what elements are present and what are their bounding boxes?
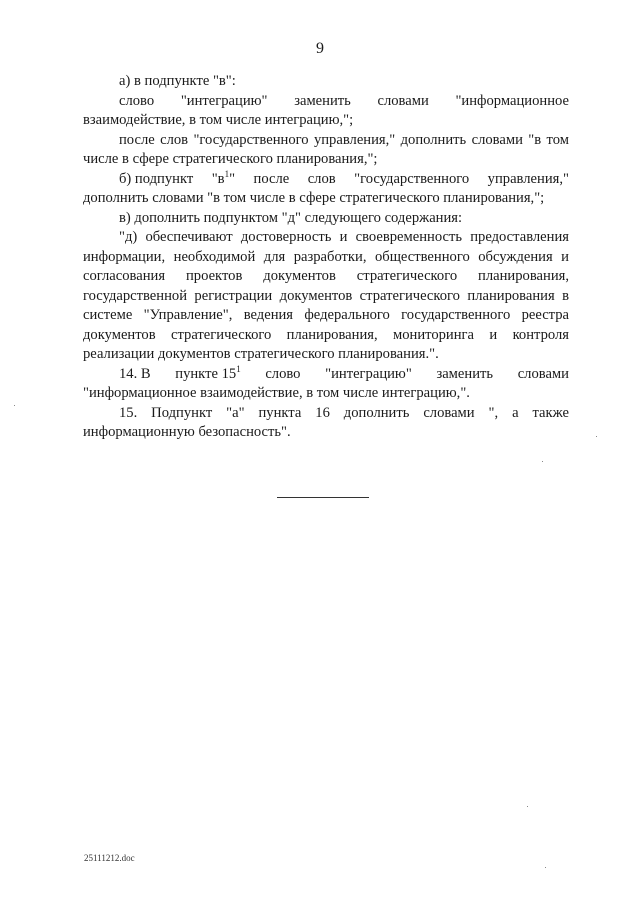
text-word: управления," <box>487 170 569 187</box>
paragraph-subpoint-b-cont: дополнить словами "в том числе в сфере стратегического планирования,"; <box>83 190 545 206</box>
text-word: "информационное <box>455 92 569 109</box>
paragraph-subpoint-d: "д) обеспечивают достоверность и своевременность предоставления информации, необходимой для разработки, общественного обсуждения и согласования проектов документов стратегического планирования, государственной регистрации документов стратегического планирования в системе "Управление", ведения федерального государственного реестра документов стратегического планирования, мониторинга и контроля реализации документов стратегического планирования.". <box>83 229 569 362</box>
scan-speck <box>14 405 15 406</box>
scan-speck <box>542 461 543 462</box>
text-word-sup: пункте $15^1$ <box>175 363 241 382</box>
text-word: "государственного <box>354 170 470 187</box>
text-word: после <box>253 170 290 187</box>
paragraph-replace-word-cont: взаимодействие, в том числе интеграцию,"; <box>83 112 354 128</box>
paragraph-replace-word <box>83 92 569 112</box>
paragraph-subpoint-a: а) в подпункте "в": <box>119 73 236 89</box>
text-word: "интеграцию" <box>180 92 268 109</box>
text-word: слов <box>307 170 336 187</box>
text-word: 14. В <box>119 365 151 382</box>
paragraph-subpoint-v: в) дополнить подпунктом "д" следующего содержания: <box>119 209 463 226</box>
scan-speck <box>545 867 546 868</box>
scan-speck <box>527 806 528 807</box>
text-word: заменить <box>294 92 351 109</box>
document-body <box>83 72 569 443</box>
paragraph-after-words: после слов "государственного управления," дополнить словами "в том числе в сфере стратегического планирования,"; <box>83 131 569 167</box>
page-number: 9 <box>316 40 324 57</box>
paragraph-item-14-cont: "информационное взаимодействие, в том числе интеграцию,". <box>83 385 470 401</box>
text-word: б) подпункт <box>119 170 194 187</box>
paragraph-item-14 <box>83 365 569 385</box>
text-word: "интеграцию" <box>325 365 412 382</box>
text-word: слово <box>265 365 301 382</box>
paragraph-item-15: 15. Подпункт "а" пункта 16 дополнить словами ", а также информационную безопасность". <box>83 404 569 440</box>
text-word-sup: "$в^1$" <box>211 168 236 187</box>
text-word: заменить <box>436 365 494 382</box>
paragraph-subpoint-b <box>83 170 569 190</box>
text-word: словами <box>517 365 569 382</box>
text-word: слово <box>119 92 155 109</box>
text-word: словами <box>377 92 429 109</box>
end-divider <box>277 497 369 498</box>
scan-speck <box>596 436 597 437</box>
footer-document-id: 25111212.doc <box>84 853 135 863</box>
